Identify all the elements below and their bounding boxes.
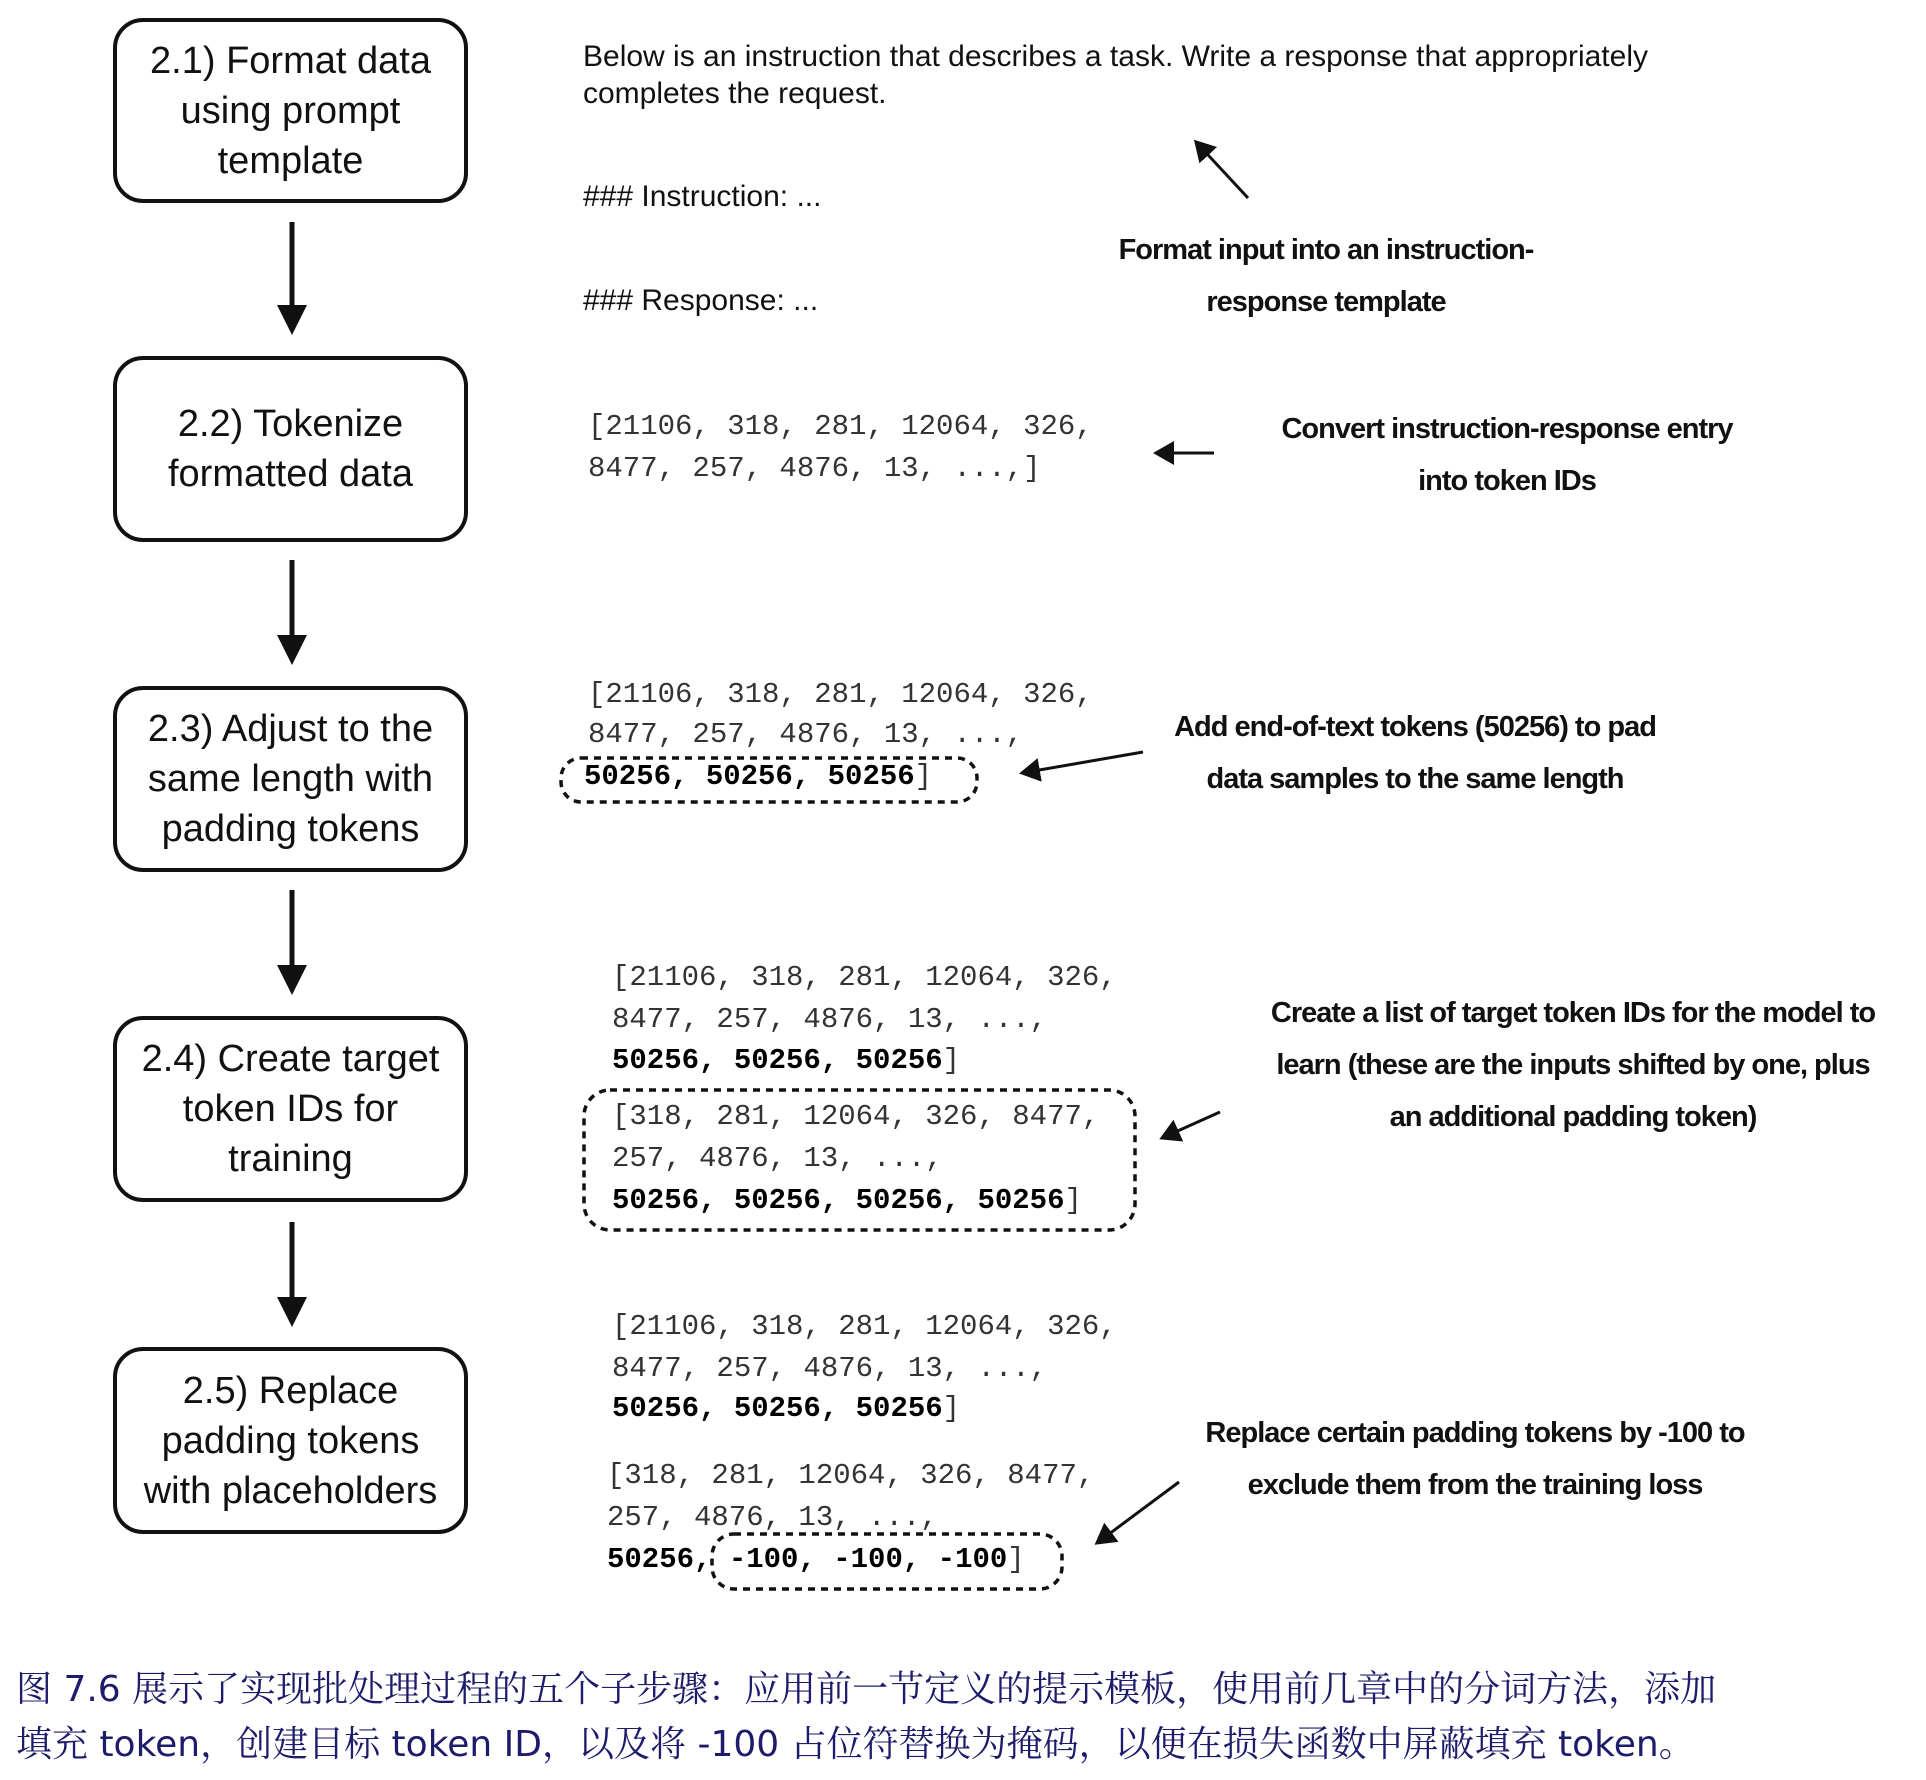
tokens-2-5-input-row-3 bbox=[612, 1392, 960, 1426]
tokens-2-4-input-row-3 bbox=[612, 1044, 960, 1078]
bracket: ] bbox=[1007, 1543, 1025, 1576]
step-2-4-box bbox=[113, 1016, 468, 1202]
step-label: 2.5) Replace padding tokens with placeholders bbox=[143, 1369, 438, 1512]
bracket: ] bbox=[914, 760, 933, 793]
annotation-padding bbox=[1174, 701, 1656, 805]
annotation-line: Create a list of target token IDs for the model to bbox=[1270, 997, 1876, 1029]
tokens-2-4-target-row-3 bbox=[612, 1184, 1082, 1218]
annotation-line: an additional padding token) bbox=[1389, 1101, 1757, 1133]
step-label: 2.3) Adjust to the same length with padding tokens bbox=[147, 708, 434, 850]
annotation-line: Replace certain padding tokens by -100 to bbox=[1205, 1417, 1745, 1449]
step-2-2-box bbox=[113, 356, 468, 542]
tokens-2-4-target-row-2: 257, 4876, 13, ..., bbox=[612, 1142, 943, 1175]
template-response: ### Response: ... bbox=[583, 284, 819, 317]
tokens-2-5-target-row-2: 257, 4876, 13, ..., bbox=[607, 1501, 938, 1534]
padding-tokens: 50256, 50256, 50256 bbox=[584, 760, 915, 793]
bracket: ] bbox=[942, 1044, 961, 1077]
step-2-1-box bbox=[113, 18, 468, 203]
tokens-2-2-row-2: 8477, 257, 4876, 13, ...,] bbox=[588, 452, 1041, 485]
template-instruction: ### Instruction: ... bbox=[583, 180, 822, 213]
tokens-2-3-row-1: [21106, 318, 281, 12064, 326, bbox=[588, 678, 1093, 711]
annotation-arrow-3 bbox=[1022, 752, 1143, 773]
annotation-line: learn (these are the inputs shifted by one, plus bbox=[1276, 1049, 1870, 1081]
tokens-2-5-target-row-1: [318, 281, 12064, 326, 8477, bbox=[607, 1459, 1095, 1492]
annotation-format bbox=[1119, 224, 1534, 328]
padding-tokens: 50256, 50256, 50256 bbox=[612, 1044, 943, 1077]
caption-line-1: 图 7.6 展示了实现批处理过程的五个子步骤：应用前一节定义的提示模板，使用前几章中的分词方法，添加 bbox=[16, 1669, 1717, 1710]
annotation-mask bbox=[1205, 1407, 1744, 1511]
annotation-line: Convert instruction-response entry bbox=[1281, 413, 1733, 445]
padding-tokens: 50256, 50256, 50256, 50256 bbox=[612, 1184, 1065, 1217]
tokens-2-3-row-3 bbox=[584, 760, 932, 794]
step-2-3-box bbox=[113, 686, 468, 872]
annotation-line: Add end-of-text tokens (50256) to pad bbox=[1174, 711, 1656, 743]
annotation-line: Format input into an instruction- bbox=[1118, 234, 1534, 266]
tokens-2-5-target-row-3 bbox=[607, 1543, 1025, 1577]
annotation-line: into token IDs bbox=[1418, 465, 1596, 497]
annotation-line: exclude them from the training loss bbox=[1247, 1469, 1703, 1501]
annotation-arrow-1 bbox=[1196, 142, 1248, 198]
annotation-arrow-4 bbox=[1162, 1112, 1220, 1138]
template-line-1: Below is an instruction that describes a task. Write a response that appropriately bbox=[583, 40, 1648, 73]
bracket: ] bbox=[942, 1392, 961, 1425]
padding-tokens: 50256, 50256, 50256 bbox=[612, 1392, 943, 1425]
tokens-2-4-target-row-1: [318, 281, 12064, 326, 8477, bbox=[612, 1100, 1100, 1133]
annotation-targets bbox=[1271, 987, 1875, 1143]
annotation-arrow-5 bbox=[1097, 1482, 1179, 1543]
tokens-2-5-input-row-1: [21106, 318, 281, 12064, 326, bbox=[612, 1310, 1117, 1343]
tokens-2-3-row-2: 8477, 257, 4876, 13, ..., bbox=[588, 718, 1024, 751]
annotation-tokenize bbox=[1281, 403, 1732, 507]
step-label: 2.2) Tokenize formatted data bbox=[167, 403, 414, 495]
bracket: ] bbox=[1064, 1184, 1082, 1217]
annotation-line: data samples to the same length bbox=[1206, 763, 1624, 795]
step-label: 2.1) Format data using prompt template bbox=[150, 39, 431, 182]
step-label: 2.4) Create target token IDs for training bbox=[141, 1038, 440, 1180]
caption-line-2: 填充 token，创建目标 token ID，以及将 -100 占位符替换为掩码，以便在损失函数中屏蔽填充 token。 bbox=[16, 1724, 1695, 1765]
step-2-5-box bbox=[113, 1347, 468, 1534]
tokens-2-4-input-row-1: [21106, 318, 281, 12064, 326, bbox=[612, 961, 1117, 994]
tokens-2-2-row-1: [21106, 318, 281, 12064, 326, bbox=[588, 410, 1093, 443]
tokens-2-5-input-row-2: 8477, 257, 4876, 13, ..., bbox=[612, 1352, 1048, 1385]
masked-tokens: -100, -100, -100 bbox=[728, 1543, 1008, 1576]
template-line-2: completes the request. bbox=[583, 77, 887, 110]
kept-padding-token: 50256, bbox=[607, 1543, 712, 1576]
annotation-line: response template bbox=[1206, 286, 1446, 318]
tokens-2-4-input-row-2: 8477, 257, 4876, 13, ..., bbox=[612, 1003, 1048, 1036]
